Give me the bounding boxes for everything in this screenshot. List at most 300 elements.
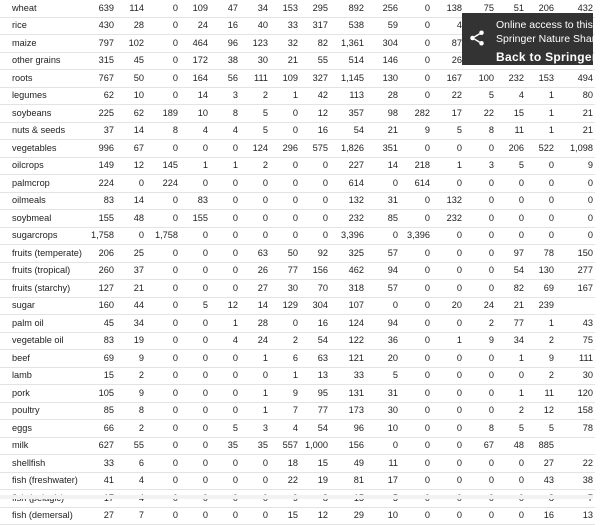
table-cell: 0: [180, 472, 210, 490]
table-cell: 0: [300, 227, 330, 245]
table-cell: 8: [210, 105, 240, 123]
table-cell: 94: [366, 315, 400, 333]
table-cell: 1: [240, 402, 270, 420]
table-cell: 1: [526, 122, 556, 140]
table-cell: 107: [330, 297, 366, 315]
table-cell: 432: [556, 0, 595, 17]
row-label: soybeans: [0, 105, 88, 123]
table-cell: 0: [146, 472, 180, 490]
table-cell: 0: [526, 175, 556, 193]
table-cell: 0: [400, 245, 432, 263]
row-label: vegetable oil: [0, 332, 88, 350]
table-cell: 3,396: [330, 227, 366, 245]
table-cell: 767: [88, 70, 116, 88]
table-cell: 24: [464, 297, 496, 315]
table-cell: 1: [526, 315, 556, 333]
table-cell: 130: [526, 262, 556, 280]
table-cell: 67: [464, 437, 496, 455]
table-cell: 33: [270, 17, 300, 35]
table-cell: 85: [88, 402, 116, 420]
row-label: rice: [0, 17, 88, 35]
table-cell: 0: [464, 507, 496, 525]
table-cell: 3: [210, 87, 240, 105]
table-cell: 51: [496, 0, 526, 17]
table-cell: 0: [146, 385, 180, 403]
table-cell: 26: [432, 52, 464, 70]
table-cell: 357: [330, 105, 366, 123]
table-cell: 0: [270, 157, 300, 175]
table-cell: [556, 297, 595, 315]
table-cell: 0: [464, 472, 496, 490]
table-cell: 18: [270, 455, 300, 473]
table-cell: 11: [526, 385, 556, 403]
table-cell: 75: [556, 332, 595, 350]
table-cell: 0: [464, 140, 496, 158]
table-cell: 0: [300, 210, 330, 228]
table-cell: 49: [330, 455, 366, 473]
table-row: [0, 227, 595, 245]
table-cell: 54: [300, 420, 330, 438]
table-cell: 50: [270, 245, 300, 263]
table-cell: 43: [526, 472, 556, 490]
table-cell: 0: [146, 17, 180, 35]
table-cell: 0: [146, 437, 180, 455]
table-cell: 0: [464, 262, 496, 280]
table-cell: 8: [146, 122, 180, 140]
table-cell: 14: [116, 122, 146, 140]
table-cell: 0: [366, 175, 400, 193]
table-cell: 22: [432, 87, 464, 105]
table-cell: 0: [146, 0, 180, 17]
table-cell: 5: [180, 297, 210, 315]
table-cell: 146: [366, 52, 400, 70]
access-popup[interactable]: [462, 13, 609, 65]
table-cell: 69: [526, 280, 556, 298]
table-cell: 0: [400, 437, 432, 455]
table-cell: 0: [366, 437, 400, 455]
table-cell: 295: [300, 0, 330, 17]
table-cell: 0: [146, 262, 180, 280]
table-cell: 0: [366, 297, 400, 315]
table-cell: 82: [496, 280, 526, 298]
table-cell: 16: [300, 122, 330, 140]
table-cell: 2: [116, 367, 146, 385]
table-cell: 114: [116, 0, 146, 17]
table-cell: 0: [180, 385, 210, 403]
table-cell: 206: [88, 245, 116, 263]
table-cell: 57: [366, 245, 400, 263]
table-cell: 32: [270, 35, 300, 53]
table-cell: 0: [432, 507, 464, 525]
table-cell: 256: [366, 0, 400, 17]
table-cell: 21: [496, 297, 526, 315]
table-row: [0, 507, 595, 525]
table-cell: 122: [330, 332, 366, 350]
row-label: oilmeals: [0, 192, 88, 210]
table-cell: 0: [400, 262, 432, 280]
table-cell: 4: [116, 472, 146, 490]
table-cell: 4: [210, 122, 240, 140]
table-cell: 13: [556, 507, 595, 525]
table-cell: 318: [330, 280, 366, 298]
table-cell: 0: [556, 192, 595, 210]
table-cell: 0: [240, 210, 270, 228]
table-cell: 45: [116, 52, 146, 70]
table-cell: 28: [366, 87, 400, 105]
table-cell: 28: [240, 315, 270, 333]
table-cell: 0: [400, 420, 432, 438]
table-cell: 224: [146, 175, 180, 193]
table-cell: 10: [116, 87, 146, 105]
table-cell: 9: [270, 385, 300, 403]
table-cell: 27: [526, 455, 556, 473]
table-cell: 17: [366, 472, 400, 490]
table-cell: 0: [496, 455, 526, 473]
table-cell: 14: [240, 297, 270, 315]
table-cell: 0: [146, 420, 180, 438]
table-row: [0, 455, 595, 473]
row-label: roots: [0, 70, 88, 88]
table-cell: 627: [88, 437, 116, 455]
table-cell: 81: [330, 472, 366, 490]
table-cell: 0: [496, 192, 526, 210]
table-cell: 0: [400, 297, 432, 315]
table-cell: 0: [432, 385, 464, 403]
table-cell: 1,098: [556, 140, 595, 158]
table-cell: 1: [270, 87, 300, 105]
table-cell: 10: [180, 105, 210, 123]
table-cell: 153: [526, 70, 556, 88]
table-cell: 20: [366, 350, 400, 368]
table-cell: 9: [556, 157, 595, 175]
table-cell: 3: [240, 420, 270, 438]
table-cell: 156: [300, 262, 330, 280]
table-cell: 1: [496, 350, 526, 368]
table-cell: 9: [116, 385, 146, 403]
table-cell: 2: [526, 367, 556, 385]
table-cell: 0: [146, 280, 180, 298]
table-row: [0, 402, 595, 420]
table-cell: 44: [116, 297, 146, 315]
table-cell: 34: [240, 0, 270, 17]
table-cell: 34: [116, 315, 146, 333]
table-cell: 59: [366, 17, 400, 35]
table-cell: 11: [366, 455, 400, 473]
table-cell: 0: [240, 455, 270, 473]
table-cell: 0: [400, 385, 432, 403]
table-cell: 3,396: [400, 227, 432, 245]
table-row: [0, 385, 595, 403]
table-cell: 0: [180, 175, 210, 193]
table-cell: 4: [432, 17, 464, 35]
table-cell: 557: [270, 437, 300, 455]
table-row: [0, 122, 595, 140]
table-cell: 2: [464, 315, 496, 333]
table-cell: 0: [116, 175, 146, 193]
table-cell: 232: [432, 210, 464, 228]
table-cell: 22: [464, 105, 496, 123]
table-cell: 232: [496, 70, 526, 88]
row-label: fish (freshwater): [0, 472, 88, 490]
table-cell: 0: [210, 385, 240, 403]
table-cell: 0: [146, 87, 180, 105]
table-cell: 0: [432, 175, 464, 193]
table-cell: 48: [116, 210, 146, 228]
table-cell: 40: [240, 17, 270, 35]
table-cell: 55: [300, 52, 330, 70]
table-cell: 797: [88, 35, 116, 53]
table-cell: 0: [180, 140, 210, 158]
table-cell: 0: [240, 175, 270, 193]
table-cell: 1: [180, 157, 210, 175]
table-row: [0, 70, 595, 88]
row-label: other grains: [0, 52, 88, 70]
table-cell: 1: [240, 385, 270, 403]
table-cell: 0: [400, 140, 432, 158]
table-cell: 77: [496, 315, 526, 333]
table-cell: 1,758: [146, 227, 180, 245]
table-cell: 0: [240, 472, 270, 490]
table-cell: 892: [330, 0, 366, 17]
table-cell: 15: [300, 455, 330, 473]
table-cell: 47: [210, 0, 240, 17]
table-cell: 111: [556, 350, 595, 368]
table-row: [0, 332, 595, 350]
table-cell: 105: [88, 385, 116, 403]
table-cell: 0: [146, 455, 180, 473]
table-cell: 0: [146, 367, 180, 385]
table-cell: 304: [366, 35, 400, 53]
table-cell: 109: [270, 70, 300, 88]
table-cell: 131: [330, 385, 366, 403]
table-cell: 167: [556, 280, 595, 298]
table-cell: 63: [300, 350, 330, 368]
table-cell: 0: [146, 210, 180, 228]
table-cell: 296: [270, 140, 300, 158]
table-cell: 0: [240, 507, 270, 525]
table-cell: 0: [240, 192, 270, 210]
table-cell: 0: [432, 402, 464, 420]
table-cell: [556, 437, 595, 455]
table-cell: 0: [146, 350, 180, 368]
table-cell: 54: [496, 262, 526, 280]
table-cell: 94: [366, 262, 400, 280]
table-cell: 0: [180, 350, 210, 368]
table-cell: 227: [330, 157, 366, 175]
table-cell: 0: [464, 227, 496, 245]
table-cell: 1: [526, 105, 556, 123]
table-row: [0, 87, 595, 105]
table-row: [0, 315, 595, 333]
table-cell: 31: [366, 385, 400, 403]
table-cell: 0: [400, 315, 432, 333]
table-cell: 26: [240, 262, 270, 280]
table-cell: 0: [270, 315, 300, 333]
table-cell: 14: [366, 157, 400, 175]
table-cell: 38: [210, 52, 240, 70]
table-cell: 0: [210, 455, 240, 473]
table-cell: 149: [88, 157, 116, 175]
table-cell: 16: [300, 315, 330, 333]
table-cell: 996: [88, 140, 116, 158]
table-cell: 0: [526, 210, 556, 228]
table-cell: 70: [300, 280, 330, 298]
table-cell: 0: [496, 367, 526, 385]
table-cell: 0: [300, 157, 330, 175]
table-cell: 538: [330, 17, 366, 35]
table-cell: 97: [496, 245, 526, 263]
table-cell: 0: [432, 350, 464, 368]
table-cell: 1,361: [330, 35, 366, 53]
row-label: nuts & seeds: [0, 122, 88, 140]
table-cell: 0: [432, 245, 464, 263]
table-cell: 0: [180, 262, 210, 280]
table-cell: 0: [496, 210, 526, 228]
table-cell: 19: [300, 472, 330, 490]
table-cell: 0: [464, 280, 496, 298]
table-cell: 2: [116, 420, 146, 438]
table-cell: 6: [270, 350, 300, 368]
share-icon[interactable]: [468, 29, 486, 47]
table-cell: 164: [180, 70, 210, 88]
table-cell: 0: [270, 227, 300, 245]
table-cell: 0: [180, 332, 210, 350]
table-cell: 15: [270, 507, 300, 525]
table-cell: 2: [240, 157, 270, 175]
table-cell: 317: [300, 17, 330, 35]
table-cell: 232: [330, 210, 366, 228]
table-cell: 0: [210, 192, 240, 210]
table-cell: 13: [300, 367, 330, 385]
table-cell: 19: [116, 332, 146, 350]
table-cell: 0: [180, 245, 210, 263]
table-cell: 0: [464, 385, 496, 403]
table-cell: 8: [116, 402, 146, 420]
table-row: [0, 472, 595, 490]
table-cell: 12: [526, 402, 556, 420]
table-cell: 0: [146, 297, 180, 315]
table-cell: 575: [300, 140, 330, 158]
table-cell: 0: [464, 175, 496, 193]
table-cell: 462: [330, 262, 366, 280]
table-cell: 10: [366, 420, 400, 438]
table-row: [0, 350, 595, 368]
table-cell: 0: [210, 175, 240, 193]
table-cell: 0: [400, 35, 432, 53]
table-cell: 0: [400, 472, 432, 490]
table-row: [0, 157, 595, 175]
table-cell: 124: [330, 315, 366, 333]
table-cell: 145: [146, 157, 180, 175]
table-cell: 129: [270, 297, 300, 315]
table-cell: 0: [210, 402, 240, 420]
table-cell: 1,758: [88, 227, 116, 245]
table-cell: 0: [400, 210, 432, 228]
table-cell: 0: [400, 192, 432, 210]
table-cell: 1,145: [330, 70, 366, 88]
row-label: wheat: [0, 0, 88, 17]
table-cell: 0: [146, 70, 180, 88]
table-cell: 24: [240, 332, 270, 350]
table-cell: 0: [300, 175, 330, 193]
table-cell: 82: [300, 35, 330, 53]
table-cell: 0: [496, 507, 526, 525]
table-row: [0, 262, 595, 280]
table-cell: 25: [116, 245, 146, 263]
table-cell: 260: [88, 262, 116, 280]
table-cell: 0: [432, 472, 464, 490]
table-cell: 0: [270, 210, 300, 228]
table-cell: 83: [88, 192, 116, 210]
table-row: [0, 105, 595, 123]
table-cell: 0: [400, 87, 432, 105]
table-cell: 55: [116, 437, 146, 455]
table-cell: 1: [240, 350, 270, 368]
table-cell: 9: [464, 332, 496, 350]
table-cell: 167: [432, 70, 464, 88]
table-cell: 62: [88, 87, 116, 105]
table-cell: 0: [146, 35, 180, 53]
table-cell: 69: [88, 350, 116, 368]
table-cell: 2: [496, 402, 526, 420]
table-cell: 0: [210, 367, 240, 385]
table-cell: 494: [556, 70, 595, 88]
table-cell: 0: [180, 227, 210, 245]
table-cell: 1: [270, 367, 300, 385]
table-cell: 14: [116, 192, 146, 210]
table-cell: 0: [270, 105, 300, 123]
table-cell: 0: [464, 192, 496, 210]
table-cell: 155: [88, 210, 116, 228]
table-cell: 0: [210, 472, 240, 490]
back-to-springer-link[interactable]: Back to Springer N: [496, 50, 609, 64]
table-cell: 0: [432, 367, 464, 385]
table-cell: 28: [116, 17, 146, 35]
row-label: sugar: [0, 297, 88, 315]
table-cell: 0: [464, 402, 496, 420]
popup-text-line-1: Online access to this: [496, 19, 593, 31]
table-cell: 0: [180, 315, 210, 333]
table-cell: 36: [366, 332, 400, 350]
row-label: vegetables: [0, 140, 88, 158]
table-cell: 0: [146, 52, 180, 70]
table-cell: 0: [210, 210, 240, 228]
table-cell: 2: [240, 87, 270, 105]
table-cell: 0: [526, 157, 556, 175]
table-cell: 7: [116, 507, 146, 525]
table-cell: 6: [116, 455, 146, 473]
table-cell: 121: [330, 350, 366, 368]
table-cell: 0: [180, 420, 210, 438]
table-cell: 41: [88, 472, 116, 490]
table-cell: 0: [210, 245, 240, 263]
table-cell: 0: [146, 192, 180, 210]
table-cell: 239: [526, 297, 556, 315]
table-cell: 38: [556, 472, 595, 490]
table-cell: 102: [116, 35, 146, 53]
table-cell: 0: [146, 245, 180, 263]
table-cell: 0: [496, 175, 526, 193]
table-cell: 0: [400, 17, 432, 35]
table-cell: 56: [210, 70, 240, 88]
table-cell: 132: [432, 192, 464, 210]
table-cell: 156: [330, 437, 366, 455]
table-cell: 0: [432, 455, 464, 473]
table-cell: 33: [330, 367, 366, 385]
table-cell: 5: [464, 87, 496, 105]
table-cell: 30: [240, 52, 270, 70]
row-label: eggs: [0, 420, 88, 438]
